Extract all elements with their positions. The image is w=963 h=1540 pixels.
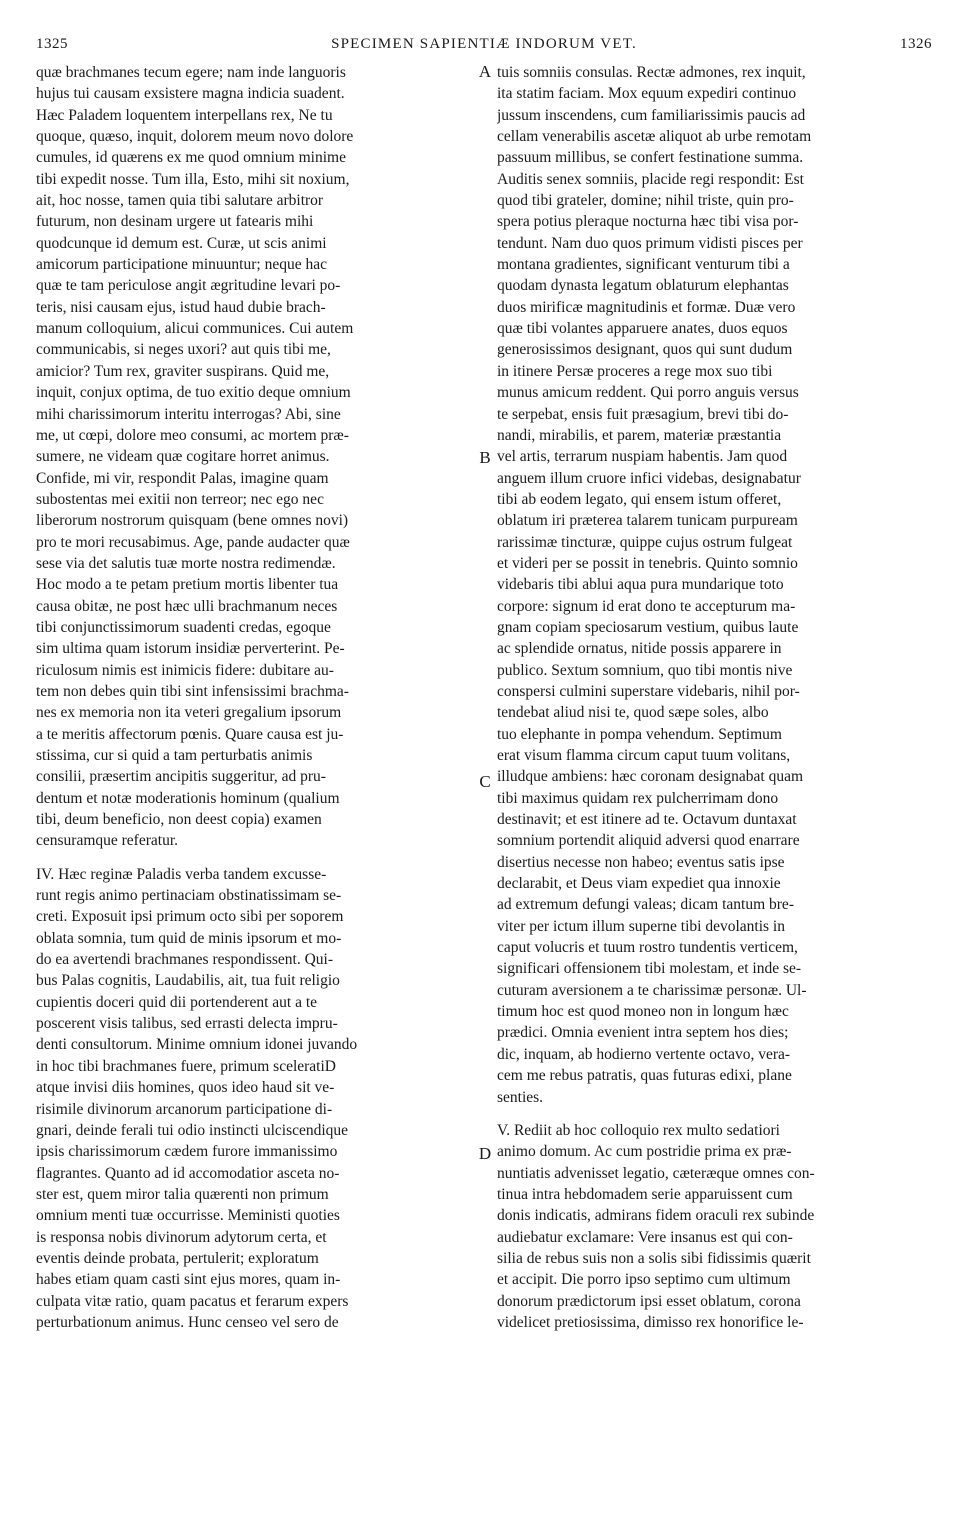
text-line: pro te mori recusabimus. Age, pande audacter quæ [36,533,350,551]
text-line: sumere, ne videam quæ cogitare horret animus. [36,448,330,466]
text-line: generosissimos designant, quos qui sunt dudum [497,341,793,359]
text-line: oblatum iri præterea talarem tunicam purpuream [497,512,798,530]
text-line: flagrantes. Quanto ad id accomodatior asceta no- [36,1164,340,1182]
text-line: V. Rediit ab hoc colloquio rex multo sedatiori [497,1121,780,1139]
text-line: cem me rebus patratis, quas futuras edixi, plane [497,1067,792,1085]
text-line: Hoc modo a te petam pretium mortis libenter tua [36,576,339,594]
text-line: jussum inscendens, cum familiarissimis paucis ad [497,106,806,124]
text-line: sim ultima quam istorum insidiæ perverterint. Pe- [36,640,345,658]
text-line: IV. Hæc reginæ Paladis verba tandem excusse- [36,865,327,883]
margin-letter-c: C [479,772,491,791]
text-line: quoque, quæso, inquit, dolorem meum novo dolore [36,128,354,146]
text-line: runt regis animo pertinaciam obstinatissimam se- [36,887,342,905]
text-line: atque invisi diis homines, quos ideo haud sit ve- [36,1079,335,1097]
text-line: nandi, mirabilis, et parem, materiæ præstantia [497,426,782,444]
text-line: spera potius pleraque nocturna hæc tibi visa por- [497,213,799,231]
text-line: viter per ictum illum superne tibi devolantis in [497,917,785,935]
text-line: Hæc Paladem loquentem interpellans rex, Ne tu [36,106,333,124]
text-line: silia de rebus suis non a solis sibi fidissimis quærit [497,1249,811,1267]
text-line: habes etiam quam casti sint ejus mores, quam in- [36,1271,341,1289]
text-line: quæ brachmanes tecum egere; nam inde languoris [36,64,346,81]
text-line: tendunt. Nam duo quos primum vidisti pisces per [497,234,803,252]
text-line: tinua intra hebdomadem serie apparuissent cum [497,1185,793,1203]
text-line: te serpebat, ensis fuit præsagium, brevi tibi do- [497,405,789,423]
text-line: bus Palas cognitis, Laudabilis, ait, tua fuit religio [36,972,340,990]
text-line: prædici. Omnia evenient intra septem hos dies; [497,1024,789,1042]
text-line: ait, hoc nosse, tamen quia tibi salutare arbitror [36,192,324,210]
text-line: mihi charissimorum interitu interrogas? Abi, sine [36,405,341,423]
text-line: disertius necesse non habeo; eventus satis ipse [497,853,785,871]
text-line: inquit, conjux optima, de tuo exitio deque omnium [36,384,351,402]
right-column [497,62,931,1333]
text-line: amicorum participatione minuuntur; neque hac [36,256,327,274]
text-line: poscerent visis talibus, sed errasti delecta impru- [36,1015,338,1033]
text-line: quæ te tam periculose angit ægritudine levari po- [36,277,341,295]
text-line: ac splendide ornatus, nitide possis apparere in [497,640,782,658]
text-line: ster est, quem miror talia quærenti non primum [36,1185,329,1203]
text-line: teris, nisi causam ejus, istud haud dubie brach- [36,298,326,316]
text-line: declarabit, et Deus viam expediet qua innoxie [497,875,781,893]
text-line: culpata vitæ ratio, quam pacatus et ferarum expers [36,1292,349,1310]
text-line: Auditis senex somniis, placide regi respondit: Est [497,170,804,188]
margin-letter-b: B [479,448,491,467]
text-line: destinavit; et est itinere ad te. Octavum duntaxat [497,811,797,829]
text-line: is responsa nobis divinorum adytorum certa, et [36,1228,327,1246]
text-line: illudque ambiens: hæc coronam designabat quam [497,768,804,786]
text-line: Confide, mi vir, respondit Palas, imagine quam [36,469,329,487]
text-line: subostentas mei exitii non terreor; nec ego nec [36,490,324,508]
text-line: tuis somniis consulas. Rectæ admones, rex inquit, [497,64,806,81]
text-line: videbaris tibi ablui aqua pura mundarique toto [497,576,784,594]
text-line: consilii, præsertim ancipitis suggeritur, ad pru- [36,768,326,786]
text-line: me, ut cœpi, dolore meo consumi, ac mortem præ- [36,426,349,444]
text-line: videlicet pretiosissima, dimisso rex honorifice le- [497,1313,804,1331]
text-line: caput volucris et tuum rostro tundentis verticem, [497,939,798,957]
text-line: cumules, id quærens ex me quod omnium minime [36,149,346,167]
running-header [36,36,932,56]
text-line: tibi, deum beneficio, non deest copia) examen [36,811,322,829]
text-line: quæ tibi volantes apparuere anates, duos equos [497,320,788,338]
text-line: dic, inquam, ab hodierno vertente octavo, vera- [497,1045,791,1063]
text-line: cuturam aversionem a te charissimæ personæ. Ul- [497,981,807,999]
paragraph-gap [36,852,473,864]
text-line: censuramque referatur. [36,832,179,850]
text-line: munus amicum reddent. Qui porro anguis versus [497,384,799,402]
text-line: hujus tui causam exsistere magna indicia suadent. [36,85,345,103]
text-line: tuo elephante in pompa vehendum. Septimum [497,725,782,743]
text-line: quod tibi grateler, domine; nihil triste, quin pro- [497,192,794,210]
text-line: gnari, deinde ferali tui odio instincti ulciscendique [36,1121,349,1139]
text-line: futurum, non desinam urgere ut fatearis mihi [36,213,314,231]
text-line: creti. Exposuit ipsi primum octo sibi per soporem [36,908,344,926]
text-line: in itinere Persæ proceres a rege mox suo tibi [497,362,773,380]
text-line: cupientis doceri quid dii portenderent aut a te [36,993,318,1011]
text-line: conspersi culmini superstare videbaris, nihil por- [497,682,800,700]
text-line: ad extremum defungi valeas; dicam tantum bre- [497,896,794,914]
text-line: anguem illum cruore infici videbas, designabatur [497,469,801,487]
text-line: donorum prædictorum ipsi esset oblatum, corona [497,1292,801,1310]
text-line: denti consultorum. Minime omnium idonei juvando [36,1036,358,1054]
text-line: quodam dynasta legatum oblaturum elephantas [497,277,789,295]
text-line: tibi expedit nosse. Tum illa, Esto, mihi sit noxium, [36,170,350,188]
text-line: tibi ab eodem legato, qui ensem istum offeret, [497,490,782,508]
text-line: vel artis, terrarum nuspiam habentis. Jam quod [497,448,788,466]
text-line: oblata somnia, tum quid de minis ipsorum et mo- [36,929,342,947]
text-line: omnium menti tuæ occurrisse. Meministi quoties [36,1207,340,1225]
text-line: gnam copiam speciosarum vestium, quibus laute [497,618,799,636]
text-line: risimile divinorum arcanorum participatione di- [36,1100,333,1118]
text-line: dentum et notæ moderationis hominum (qualium [36,789,340,807]
text-line: tem non debes quin tibi sint infensissimi brachma- [36,682,349,700]
text-line: rarissimæ tincturæ, quippe cujus ostrum fulgeat [497,533,793,551]
paragraph-gap [497,1108,931,1120]
text-line: nes ex memoria non ita veteri gregalium ipsorum [36,704,342,722]
text-line: passuum millibus, se confert festinatione summa. [497,149,804,167]
text-line: riculosum nimis est inimicis fidere: dubitare au- [36,661,334,679]
text-line: timum hoc est quod moneo non in longum hæc [497,1003,789,1021]
text-line: perturbationum animus. Hunc censeo vel sero de [36,1313,339,1331]
text-line: corpore: signum id erat dono te accepturum ma- [497,597,796,615]
text-line: tibi conjunctissimorum suadenti credas, egoque [36,618,331,636]
text-line: duos mirificæ magnitudinis et formæ. Duæ vero [497,298,796,316]
text-line: senties. [497,1088,544,1106]
left-column [36,62,473,1333]
text-line: tibi maximus quidam rex pulcherrimam dono [497,789,779,807]
text-line: amicior? Tum rex, graviter suspirans. Quid me, [36,362,330,380]
text-line: erat visum flamma circum caput tuum volitans, [497,747,791,764]
text-line: significari offensionem tibi molestam, et inde se- [497,960,802,978]
text-line: cellam venerabilis ascetæ aliquot ab urbe remotam [497,128,812,146]
text-line: somnium portendit aliquid adversi quod enarrare [497,832,800,850]
text-line: montana gradientes, significant venturum tibi a [497,256,790,274]
text-line: tendebat aliud nisi te, quod sæpe soles, albo [497,704,769,722]
text-line: in hoc tibi brachmanes fuere, primum sceleratiD [36,1057,336,1075]
text-line: do ea avertendi brachmanes respondissent. Qui- [36,951,333,969]
running-title: SPECIMEN SAPIENTIÆ INDORUM VET. [331,36,637,52]
text-line: stissima, cur si quid a tam perturbatis animis [36,747,313,764]
text-line: liberorum nostrorum quisquam (bene omnes novi) [36,512,349,530]
margin-letter-a: A [478,62,492,81]
text-line: donis indicatis, admirans fidem oraculi rex subinde [497,1207,815,1225]
margin-letter-d: D [478,1144,492,1163]
text-line: sese via det salutis tuæ morte nostra redimendæ. [36,554,336,572]
page-number-left: 1325 [36,36,68,52]
text-line: eventis deinde probata, pertulerit; exploratum [36,1249,319,1267]
text-line: manum colloquium, alicui communices. Cui autem [36,320,354,338]
text-line: quodcunque id demum est. Curæ, ut scis animi [36,234,327,252]
text-line: ita statim faciam. Mox equum expediri continuo [497,85,797,103]
text-line: ipsis charissimorum cædem furore immanissimo [36,1143,338,1161]
text-line: communicabis, si neges uxori? aut quis tibi me, [36,341,331,359]
text-line: causa obitæ, ne post hæc ulli brachmanum neces [36,597,338,615]
text-line: publico. Sextum somnium, quo tibi montis nive [497,661,793,679]
page-number-right: 1326 [900,36,932,52]
text-line: animo domum. Ac cum postridie prima ex præ- [497,1143,792,1161]
text-line: a te meritis affectorum pœnis. Quare causa est ju- [36,725,344,743]
text-line: et accipit. Die porro ipso septimo cum ultimum [497,1271,791,1289]
text-line: audiebatur exclamare: Vere insanus est qui con- [497,1228,793,1246]
text-line: nuntiatis advenisset legatio, cæteræque omnes con- [497,1164,815,1182]
text-line: et videri per se possit in tenebris. Quinto somnio [497,554,798,572]
